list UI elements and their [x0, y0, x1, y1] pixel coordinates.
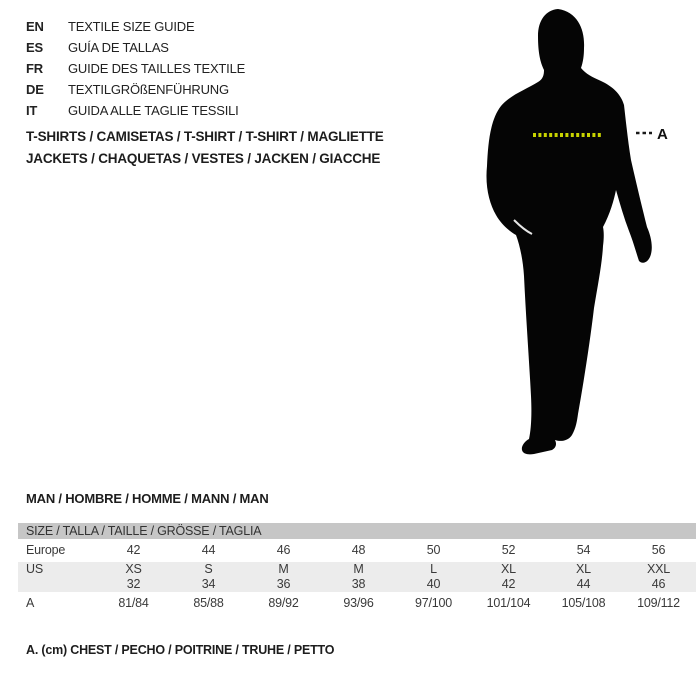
chest-cm-cell: 89/92	[268, 596, 299, 610]
us-number-cell: 46	[651, 577, 666, 591]
measure-label-a: A	[657, 126, 668, 143]
man-silhouette-figure	[440, 0, 700, 480]
table-row-europe	[18, 539, 696, 562]
europe-size-cell: 48	[351, 543, 366, 557]
us-number-cell: 32	[126, 577, 141, 591]
language-guide-list	[26, 16, 245, 121]
row-label-blank	[18, 577, 96, 592]
table-row-us-numbers	[18, 577, 696, 592]
chest-cm-cell: 109/112	[637, 596, 680, 610]
language-title-it: GUIDA ALLE TAGLIE TESSILI	[68, 103, 239, 118]
language-title-de: TEXTILGRÖßENFÜHRUNG	[68, 82, 229, 97]
chest-cm-cell: 93/96	[343, 596, 374, 610]
us-size-cell: M	[353, 562, 364, 576]
us-number-cell: 36	[276, 577, 291, 591]
language-title-fr: GUIDE DES TAILLES TEXTILE	[68, 61, 246, 76]
language-row-it	[26, 100, 245, 121]
language-row-fr	[26, 58, 245, 79]
product-line-jackets: JACKETS / CHAQUETAS / VESTES / JACKEN / GIACCHE	[26, 151, 381, 166]
size-table	[18, 523, 696, 615]
chest-cm-cell: 97/100	[414, 596, 453, 610]
section-title-man: MAN / HOMBRE / HOMME / MANN / MAN	[26, 491, 269, 506]
europe-size-cell: 42	[126, 543, 141, 557]
chest-cm-cell: 81/84	[118, 596, 149, 610]
europe-size-cell: 56	[651, 543, 666, 557]
table-row-chest	[18, 592, 696, 615]
europe-size-cell: 50	[426, 543, 441, 557]
language-code-it: IT	[26, 103, 38, 118]
product-line-tshirts: T-SHIRTS / CAMISETAS / T-SHIRT / T-SHIRT / MAGLIETTE	[26, 129, 384, 144]
us-number-cell: 40	[426, 577, 441, 591]
measurement-footnote: A. (cm) CHEST / PECHO / POITRINE / TRUHE / PETTO	[26, 643, 335, 657]
us-size-cell: XXL	[646, 562, 671, 576]
language-code-en: EN	[26, 19, 44, 34]
language-row-en	[26, 16, 245, 37]
europe-size-cell: 44	[201, 543, 216, 557]
us-size-cell: L	[430, 562, 437, 576]
us-size-cell: XL	[501, 562, 516, 576]
chest-cm-cell: 105/108	[561, 596, 606, 610]
row-label-us: US	[26, 562, 43, 576]
europe-size-cell: 52	[501, 543, 516, 557]
product-types	[26, 126, 384, 170]
us-size-cell: M	[278, 562, 289, 576]
language-title-es: GUÍA DE TALLAS	[68, 40, 169, 55]
language-code-fr: FR	[26, 61, 43, 76]
table-row-us-letters	[18, 562, 696, 577]
language-code-es: ES	[26, 40, 43, 55]
man-silhouette	[486, 9, 651, 454]
language-row-de	[26, 79, 245, 100]
size-table-header: SIZE / TALLA / TAILLE / GRÖSSE / TAGLIA	[18, 523, 696, 539]
row-label-a: A	[26, 596, 35, 610]
us-number-cell: 34	[201, 577, 216, 591]
europe-size-cell: 46	[276, 543, 291, 557]
us-size-cell: XS	[125, 562, 142, 576]
language-row-es	[26, 37, 245, 58]
us-number-cell: 44	[576, 577, 591, 591]
us-number-cell: 42	[501, 577, 516, 591]
chest-cm-cell: 101/104	[486, 596, 531, 610]
row-label-europe: Europe	[26, 543, 66, 557]
us-size-band	[18, 562, 696, 592]
chest-cm-cell: 85/88	[193, 596, 224, 610]
europe-size-cell: 54	[576, 543, 591, 557]
language-title-en: TEXTILE SIZE GUIDE	[68, 19, 195, 34]
us-number-cell: 38	[351, 577, 366, 591]
language-code-de: DE	[26, 82, 44, 97]
us-size-cell: XL	[576, 562, 591, 576]
us-size-cell: S	[204, 562, 213, 576]
